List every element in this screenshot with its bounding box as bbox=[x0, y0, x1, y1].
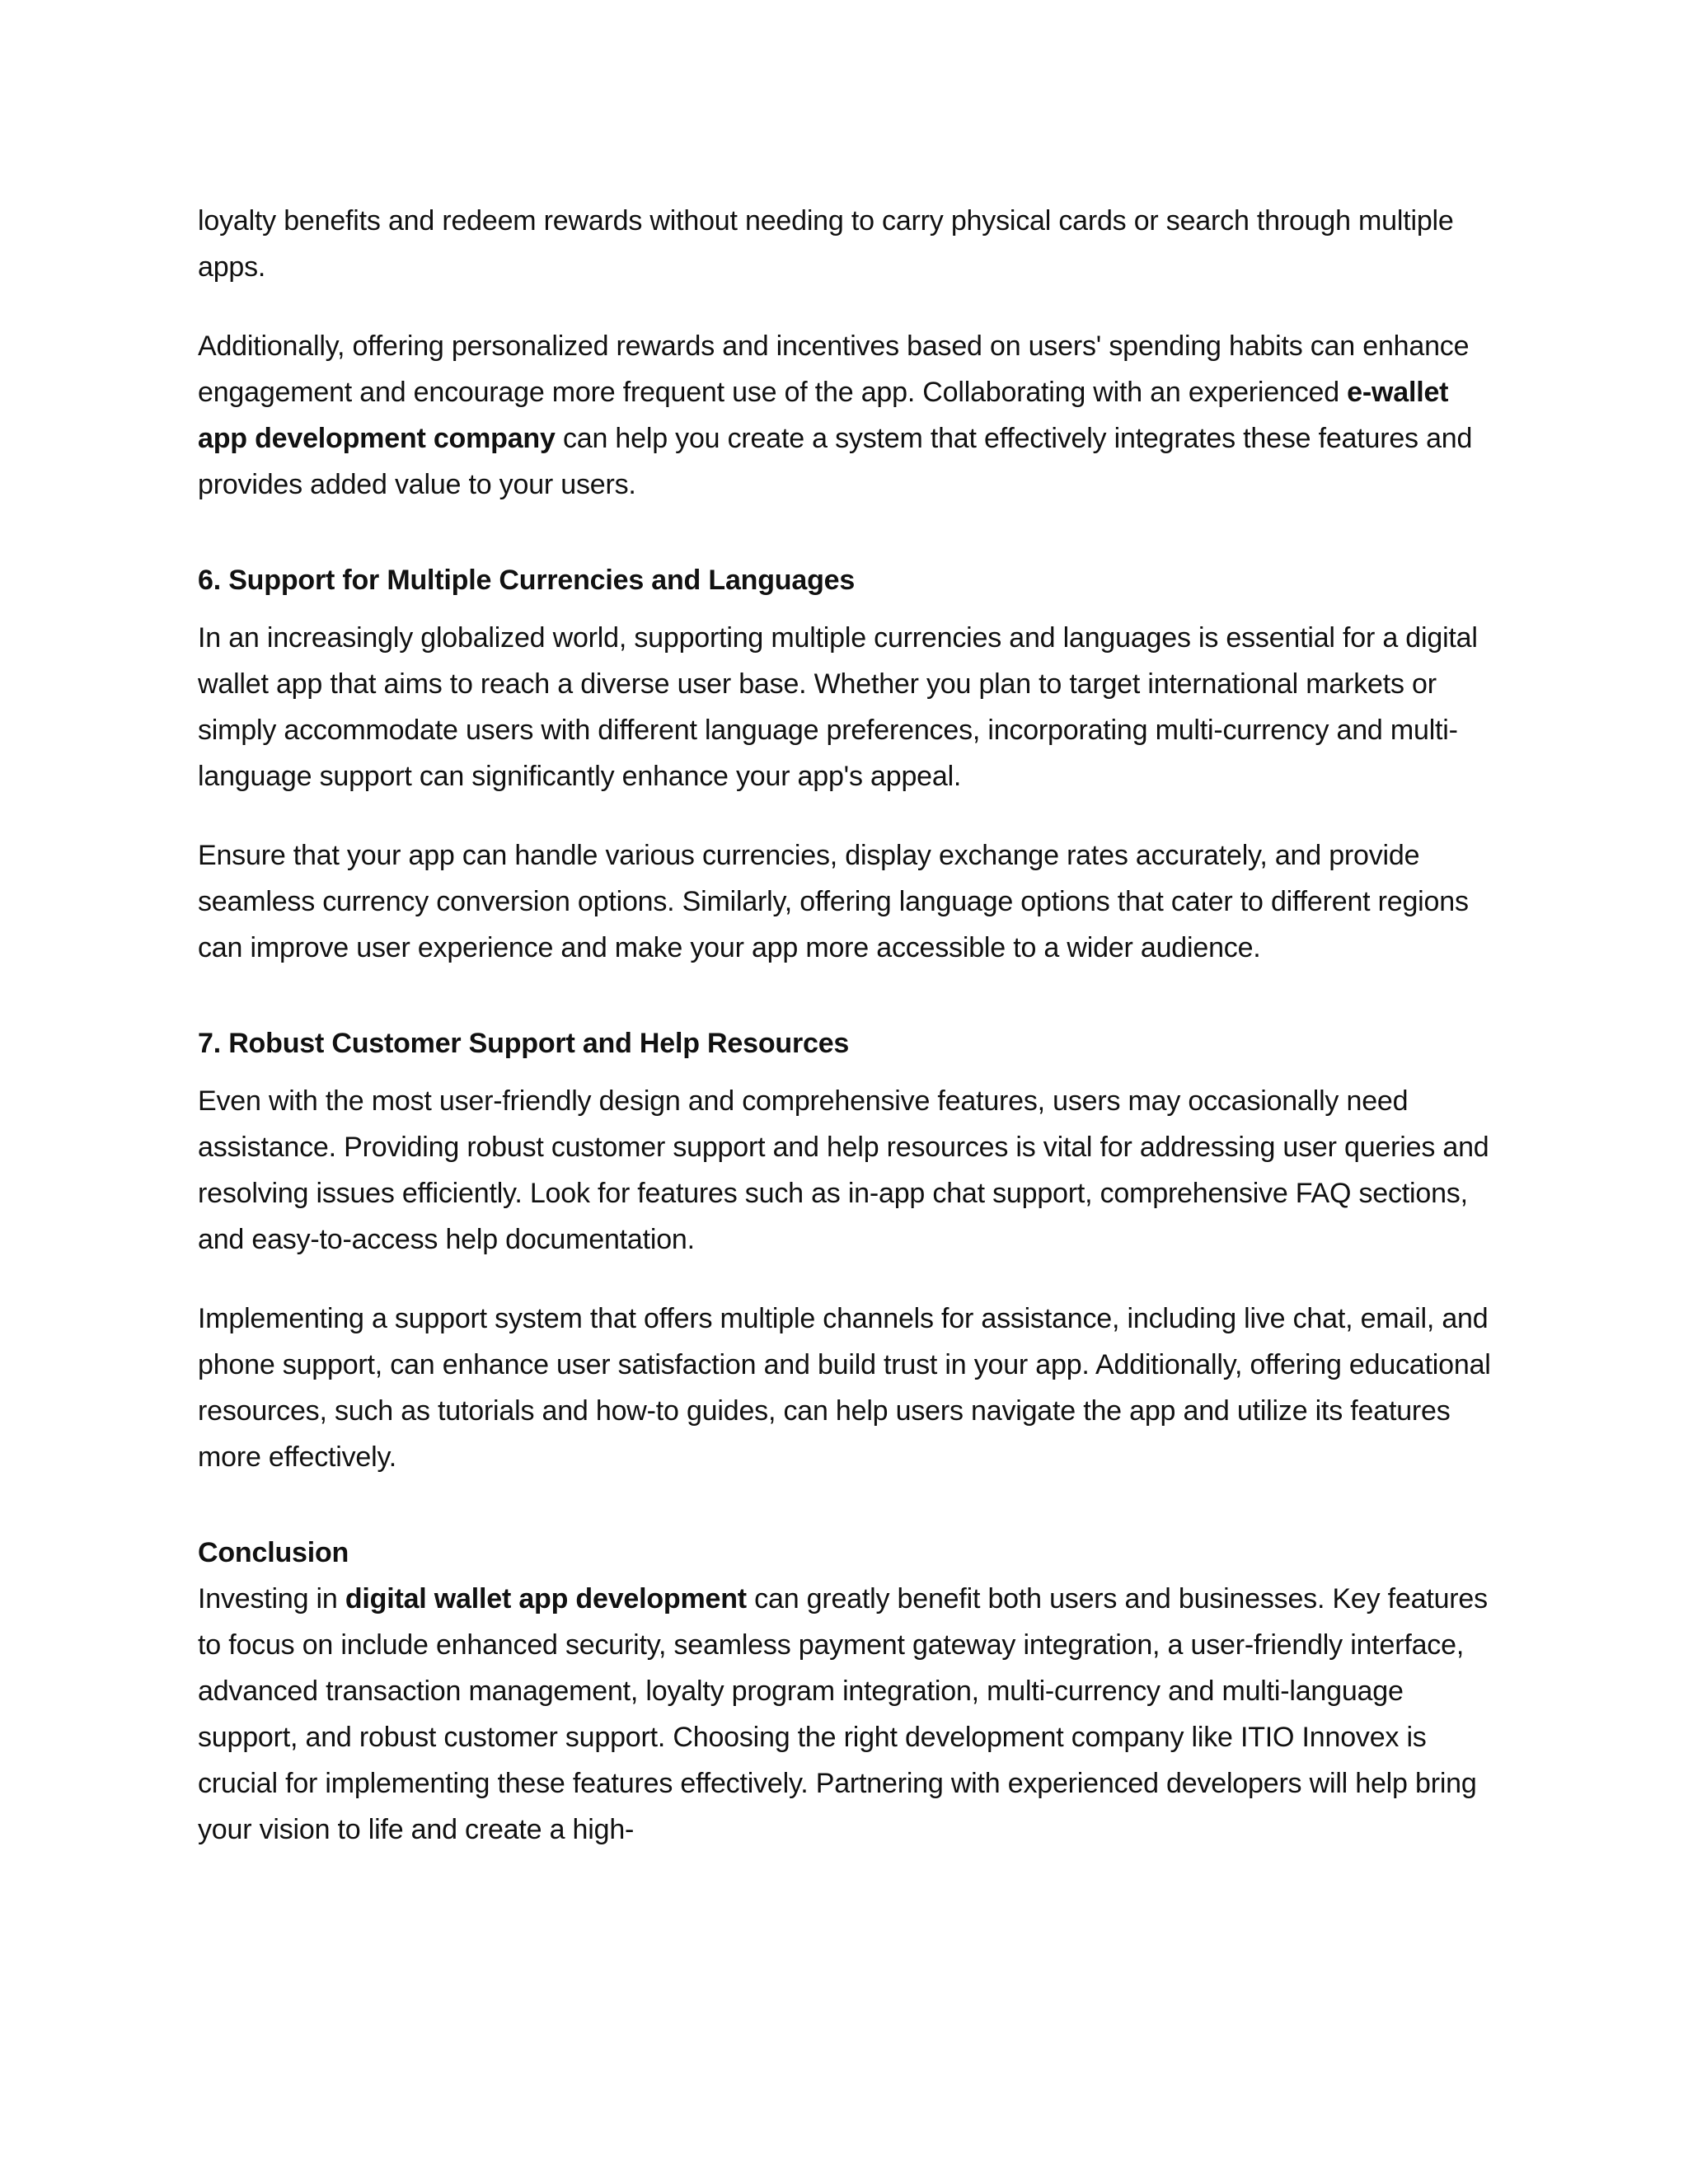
conclusion-text-before: Investing in bbox=[198, 1583, 345, 1615]
rewards-text-after: can help you create a system that effectively integrates these features and provides added value to your users. bbox=[198, 423, 1473, 500]
section-6-heading: 6. Support for Multiple Currencies and Languages bbox=[198, 565, 856, 596]
section-6-paragraph-2: Ensure that your app can handle various currencies, display exchange rates accurately, and provide seamless currency conversion options. Similarly, offering language options that cater to different regions can improve user experience and make your app more accessible to a wider audience. bbox=[198, 840, 1469, 963]
rewards-text-before: Additionally, offering personalized rewards and incentives based on users' spending habits can enhance engagement and encourage more frequent use of the app. Collaborating with an experienced bbox=[198, 330, 1470, 408]
section-7-heading: 7. Robust Customer Support and Help Resources bbox=[198, 1028, 850, 1059]
section-6-paragraph-1: In an increasingly globalized world, supporting multiple currencies and languages is essential for a digital wallet app that aims to reach a diverse user base. Whether you plan to target international markets or simply accommodate users with different language preferences, incorporating multi-currency and multi-language support can significantly enhance your app's appeal. bbox=[198, 622, 1478, 792]
conclusion-paragraph bbox=[198, 1576, 1500, 1853]
conclusion-bold-term: digital wallet app development bbox=[345, 1583, 747, 1615]
document-page bbox=[198, 198, 1500, 1853]
section-7-paragraph-1: Even with the most user-friendly design and comprehensive features, users may occasionally need assistance. Providing robust customer support and help resources is vital for addressing user queries and resolving issues efficiently. Look for features such as in-app chat support, comprehensive FAQ sections, and easy-to-access help documentation. bbox=[198, 1085, 1489, 1255]
conclusion-heading: Conclusion bbox=[198, 1537, 349, 1568]
rewards-paragraph bbox=[198, 323, 1500, 508]
conclusion-text-after: can greatly benefit both users and businesses. Key features to focus on include enhanced security, seamless payment gateway integration, a user-friendly interface, advanced transaction management, loyalty program integration, multi-currency and multi-language support, and robust customer support. Choosing the right development company like ITIO Innovex is crucial for implementing these features effectively. Partnering with experienced developers will help bring your vision to life and create a high- bbox=[198, 1583, 1488, 1845]
rewards-bold-term: e-wallet app development company bbox=[198, 377, 1449, 454]
intro-continuation-paragraph: loyalty benefits and redeem rewards without needing to carry physical cards or search through multiple apps. bbox=[198, 205, 1454, 283]
section-7-paragraph-2: Implementing a support system that offers multiple channels for assistance, including live chat, email, and phone support, can enhance user satisfaction and build trust in your app. Additionally, offering educational resources, such as tutorials and how-to guides, can help users navigate the app and utilize its features more effectively. bbox=[198, 1303, 1491, 1473]
